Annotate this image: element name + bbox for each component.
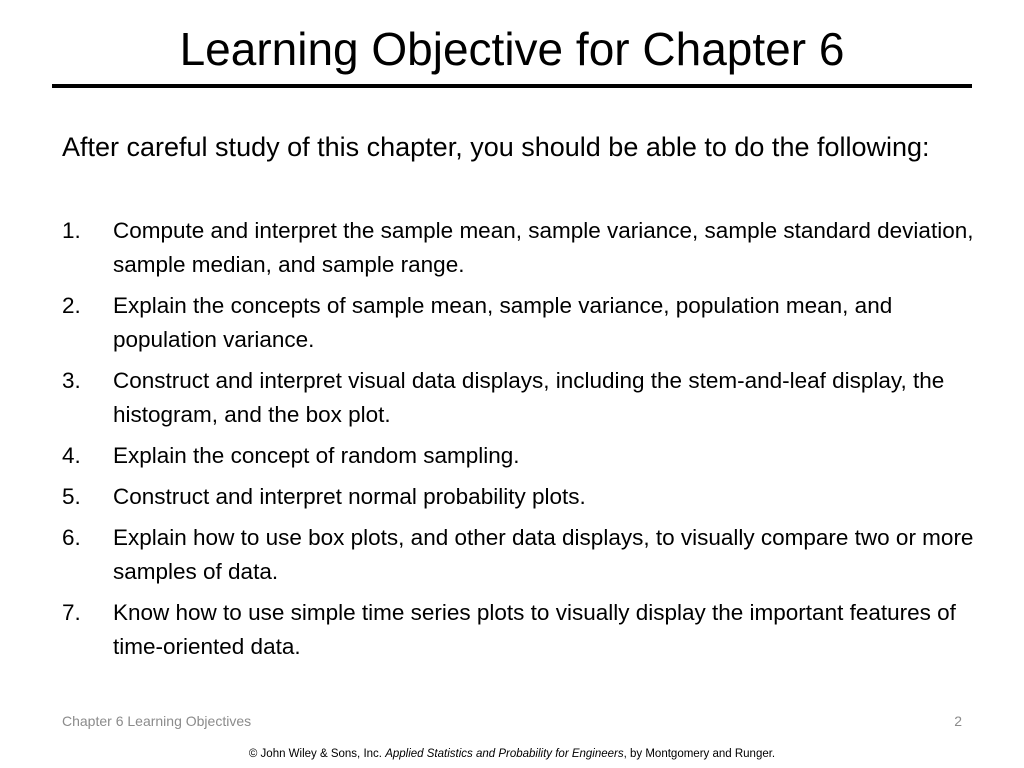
objective-text: Know how to use simple time series plots to visually display the important features of time-oriented data. [113, 600, 956, 659]
objective-text: Construct and interpret normal probability plots. [113, 484, 586, 509]
copyright-notice [0, 747, 1024, 761]
copyright-prefix: © John Wiley & Sons, Inc. [248, 748, 386, 760]
objective-number: 4. [62, 443, 81, 468]
slide-title: Learning Objective for Chapter 6 [179, 23, 845, 75]
copyright-suffix: , by Montgomery and Runger. [623, 748, 776, 760]
objective-item [62, 289, 974, 357]
objectives-list [62, 214, 974, 671]
objective-item [62, 364, 974, 432]
objective-text: Construct and interpret visual data displays, including the stem-and-leaf display, the histogram, and the box plot. [113, 368, 945, 427]
objective-item [62, 439, 974, 473]
page-number: 2 [954, 713, 962, 729]
objective-text: Explain how to use box plots, and other data displays, to visually compare two or more samples of data. [113, 525, 974, 584]
objective-number: 7. [62, 600, 81, 625]
objective-item [62, 596, 974, 664]
objective-item [62, 214, 974, 282]
objective-item [62, 521, 974, 589]
objective-number: 3. [62, 368, 81, 393]
footer-chapter-label: Chapter 6 Learning Objectives [62, 713, 252, 729]
objective-item [62, 480, 974, 514]
objective-text: Explain the concept of random sampling. [113, 443, 520, 468]
title-underline [52, 84, 972, 88]
objective-number: 6. [62, 525, 81, 550]
objective-text: Compute and interpret the sample mean, sample variance, sample standard deviation, sample median, and sample range. [113, 218, 974, 277]
book-title: Applied Statistics and Probability for Engineers [385, 748, 624, 760]
objective-number: 2. [62, 293, 81, 318]
objective-number: 5. [62, 484, 81, 509]
objective-text: Explain the concepts of sample mean, sample variance, population mean, and population variance. [113, 293, 893, 352]
intro-text: After careful study of this chapter, you should be able to do the following: [62, 132, 930, 162]
objective-number: 1. [62, 218, 81, 243]
